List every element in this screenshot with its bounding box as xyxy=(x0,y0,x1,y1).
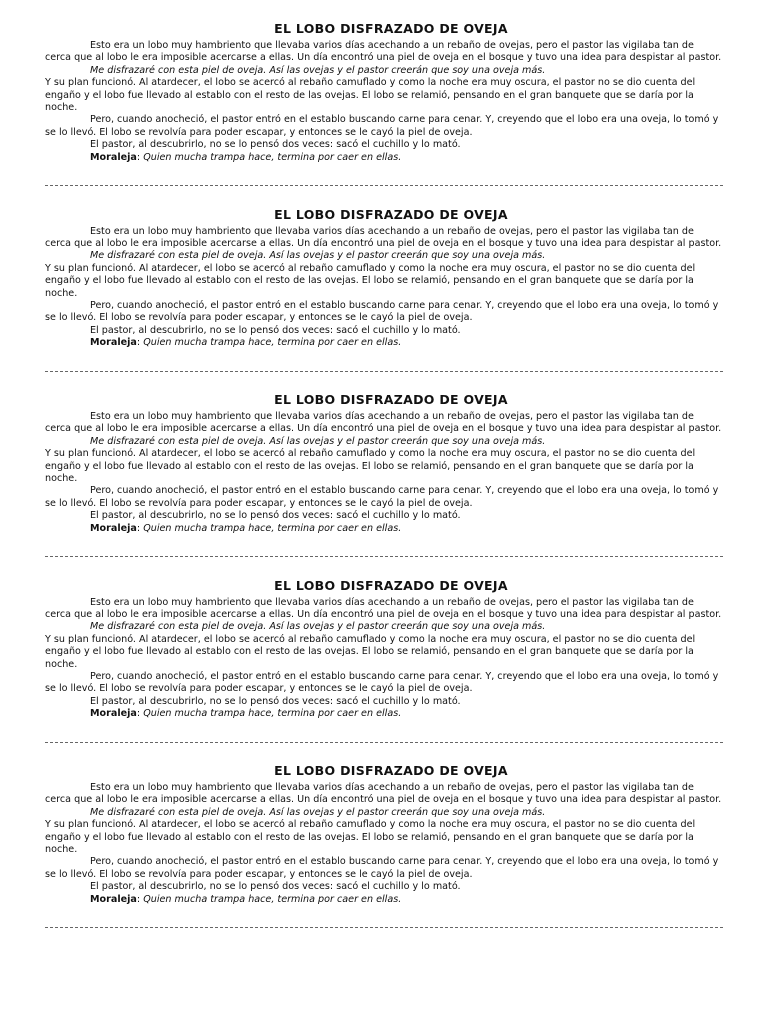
story-paragraph-2: Y su plan funcionó. Al atardecer, el lobo se acercó al rebaño camuflado y como la noche era muy oscura, el pastor no se dio cuenta del engaño y el lobo fue llevado al establo con el resto de las ovejas. El lobo se relamió, pensando en el gran banquete que se daría por la noche. xyxy=(45,448,696,485)
cut-line-divider xyxy=(45,371,723,372)
story-paragraph-2: Y su plan funcionó. Al atardecer, el lobo se acercó al rebaño camuflado y como la noche era muy oscura, el pastor no se dio cuenta del engaño y el lobo fue llevado al establo con el resto de las ovejas. El lobo se relamió, pensando en el gran banquete que se daría por la noche. xyxy=(45,819,696,856)
moral-separator: : xyxy=(136,708,144,720)
document-page xyxy=(45,22,723,950)
story-quote: Me disfrazaré con esta piel de oveja. Así las ovejas y el pastor creerán que soy una oveja más. xyxy=(90,806,546,818)
story-moral xyxy=(45,708,723,720)
moral-label: Moraleja xyxy=(90,708,137,720)
moral-text: Quien mucha trampa hace, termina por caer en ellas. xyxy=(143,337,402,349)
story-block xyxy=(45,208,723,394)
story-title: EL LOBO DISFRAZADO DE OVEJA xyxy=(274,21,508,36)
story-title: EL LOBO DISFRAZADO DE OVEJA xyxy=(274,577,508,593)
moral-text: Quien mucha trampa hace, termina por caer en ellas. xyxy=(143,708,402,720)
story-title: EL LOBO DISFRAZADO DE OVEJA xyxy=(274,392,508,407)
moral-label: Moraleja xyxy=(90,522,137,534)
story-paragraph-4: El pastor, al descubrirlo, no se lo pensó dos veces: sacó el cuchillo y lo mató. xyxy=(90,510,461,522)
story-paragraph-1: Esto era un lobo muy hambriento que llevaba varios días acechando a un rebaño de ovejas, pero el pastor las vigilaba tan de cerca que al lobo le era imposible acercarse a ellas. Un día encontró una piel de oveja en el bosque y tuvo una idea para despistar al pastor. xyxy=(45,596,722,620)
moral-label: Moraleja xyxy=(90,337,137,349)
story-paragraph-3: Pero, cuando anocheció, el pastor entró en el establo buscando carne para cenar. Y, creyendo que el lobo era una oveja, lo tomó y se lo llevó. El lobo se revolvía para poder escapar, y entonces se le cayó la piel de oveja. xyxy=(45,485,719,509)
moral-separator: : xyxy=(136,151,144,163)
story-quote: Me disfrazaré con esta piel de oveja. Así las ovejas y el pastor creerán que soy una oveja más. xyxy=(90,250,546,262)
story-block xyxy=(45,764,723,950)
story-moral xyxy=(45,523,723,535)
story-paragraph-4: El pastor, al descubrirlo, no se lo pensó dos veces: sacó el cuchillo y lo mató. xyxy=(90,324,461,336)
cut-line-divider xyxy=(45,185,723,186)
story-paragraph-1: Esto era un lobo muy hambriento que llevaba varios días acechando a un rebaño de ovejas, pero el pastor las vigilaba tan de cerca que al lobo le era imposible acercarse a ellas. Un día encontró una piel de oveja en el bosque y tuvo una idea para despistar al pastor. xyxy=(45,40,722,64)
story-moral xyxy=(45,337,723,349)
story-moral xyxy=(45,152,723,164)
story-paragraph-1: Esto era un lobo muy hambriento que llevaba varios días acechando a un rebaño de ovejas, pero el pastor las vigilaba tan de cerca que al lobo le era imposible acercarse a ellas. Un día encontró una piel de oveja en el bosque y tuvo una idea para despistar al pastor. xyxy=(45,225,722,249)
story-paragraph-3: Pero, cuando anocheció, el pastor entró en el establo buscando carne para cenar. Y, creyendo que el lobo era una oveja, lo tomó y se lo llevó. El lobo se revolvía para poder escapar, y entonces se le cayó la piel de oveja. xyxy=(45,670,719,695)
story-moral xyxy=(45,894,723,906)
story-title: EL LOBO DISFRAZADO DE OVEJA xyxy=(274,206,508,222)
story-paragraph-1: Esto era un lobo muy hambriento que llevaba varios días acechando a un rebaño de ovejas, pero el pastor las vigilaba tan de cerca que al lobo le era imposible acercarse a ellas. Un día encontró una piel de oveja en el bosque y tuvo una idea para despistar al pastor. xyxy=(45,411,722,435)
story-paragraph-2: Y su plan funcionó. Al atardecer, el lobo se acercó al rebaño camuflado y como la noche era muy oscura, el pastor no se dio cuenta del engaño y el lobo fue llevado al establo con el resto de las ovejas. El lobo se relamió, pensando en el gran banquete que se daría por la noche. xyxy=(45,77,696,114)
story-block xyxy=(45,393,723,579)
story-block xyxy=(45,579,723,765)
story-quote: Me disfrazaré con esta piel de oveja. Así las ovejas y el pastor creerán que soy una oveja más. xyxy=(90,621,546,633)
moral-separator: : xyxy=(136,337,144,349)
moral-text: Quien mucha trampa hace, termina por caer en ellas. xyxy=(143,893,402,905)
story-quote: Me disfrazaré con esta piel de oveja. Así las ovejas y el pastor creerán que soy una oveja más. xyxy=(90,435,546,447)
moral-text: Quien mucha trampa hace, termina por caer en ellas. xyxy=(143,522,402,534)
story-paragraph-3: Pero, cuando anocheció, el pastor entró en el establo buscando carne para cenar. Y, creyendo que el lobo era una oveja, lo tomó y se lo llevó. El lobo se revolvía para poder escapar, y entonces se le cayó la piel de oveja. xyxy=(45,856,719,880)
cut-line-divider xyxy=(45,927,723,928)
story-title: EL LOBO DISFRAZADO DE OVEJA xyxy=(274,763,508,778)
moral-separator: : xyxy=(136,893,144,905)
moral-label: Moraleja xyxy=(90,893,137,905)
story-paragraph-4: El pastor, al descubrirlo, no se lo pensó dos veces: sacó el cuchillo y lo mató. xyxy=(90,139,461,151)
story-paragraph-3: Pero, cuando anocheció, el pastor entró en el establo buscando carne para cenar. Y, creyendo que el lobo era una oveja, lo tomó y se lo llevó. El lobo se revolvía para poder escapar, y entonces se le cayó la piel de oveja. xyxy=(45,114,719,138)
story-quote: Me disfrazaré con esta piel de oveja. Así las ovejas y el pastor creerán que soy una oveja más. xyxy=(90,64,546,76)
story-paragraph-4: El pastor, al descubrirlo, no se lo pensó dos veces: sacó el cuchillo y lo mató. xyxy=(90,881,461,893)
story-paragraph-2: Y su plan funcionó. Al atardecer, el lobo se acercó al rebaño camuflado y como la noche era muy oscura, el pastor no se dio cuenta del engaño y el lobo fue llevado al establo con el resto de las ovejas. El lobo se relamió, pensando en el gran banquete que se daría por la noche. xyxy=(45,633,696,670)
story-paragraph-3: Pero, cuando anocheció, el pastor entró en el establo buscando carne para cenar. Y, creyendo que el lobo era una oveja, lo tomó y se lo llevó. El lobo se revolvía para poder escapar, y entonces se le cayó la piel de oveja. xyxy=(45,299,719,324)
story-paragraph-1: Esto era un lobo muy hambriento que llevaba varios días acechando a un rebaño de ovejas, pero el pastor las vigilaba tan de cerca que al lobo le era imposible acercarse a ellas. Un día encontró una piel de oveja en el bosque y tuvo una idea para despistar al pastor. xyxy=(45,782,722,806)
cut-line-divider xyxy=(45,556,723,557)
story-paragraph-4: El pastor, al descubrirlo, no se lo pensó dos veces: sacó el cuchillo y lo mató. xyxy=(90,695,461,707)
moral-text: Quien mucha trampa hace, termina por caer en ellas. xyxy=(143,151,402,163)
story-paragraph-2: Y su plan funcionó. Al atardecer, el lobo se acercó al rebaño camuflado y como la noche era muy oscura, el pastor no se dio cuenta del engaño y el lobo fue llevado al establo con el resto de las ovejas. El lobo se relamió, pensando en el gran banquete que se daría por la noche. xyxy=(45,262,696,299)
moral-label: Moraleja xyxy=(90,151,137,163)
story-block xyxy=(45,22,723,208)
moral-separator: : xyxy=(136,522,144,534)
cut-line-divider xyxy=(45,742,723,743)
